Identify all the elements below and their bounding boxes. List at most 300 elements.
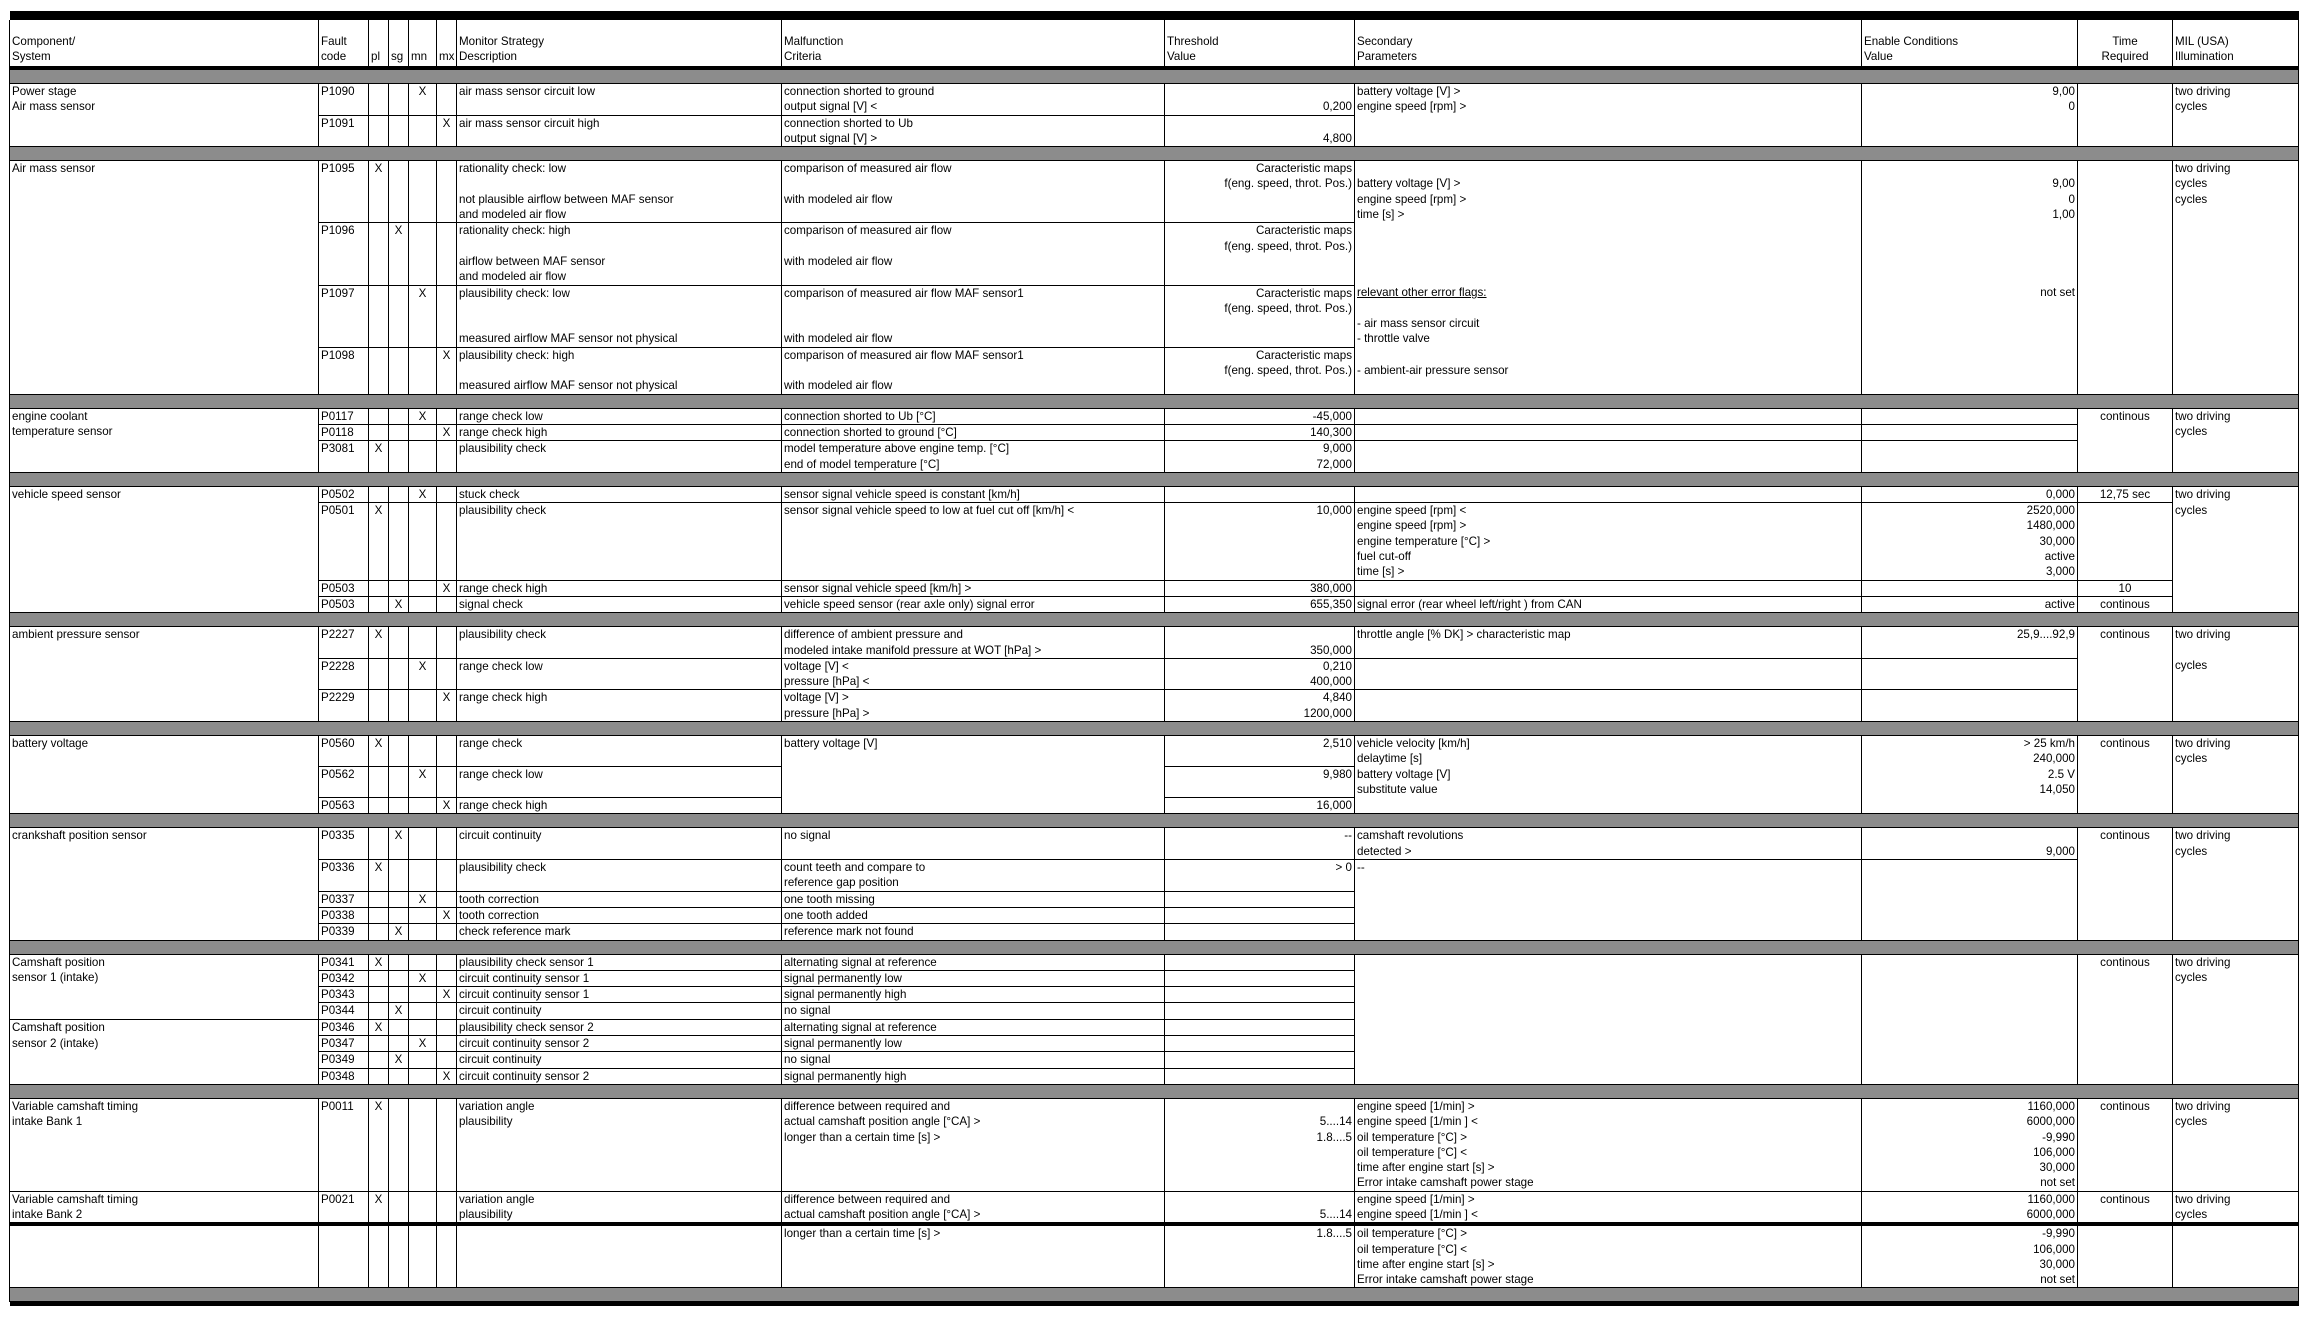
cell-enable-value xyxy=(1862,970,2078,986)
cell-flag-mn xyxy=(409,549,437,564)
cell-flag-sg xyxy=(389,1257,409,1272)
cell-flag-mn xyxy=(409,643,437,659)
cell-malfunction: one tooth missing xyxy=(782,891,1165,907)
cell-flag-mn xyxy=(409,301,437,316)
cell-time-required xyxy=(2078,1207,2173,1224)
cell-strategy: tooth correction xyxy=(457,891,782,907)
cell-fault-code xyxy=(319,643,369,659)
cell-secondary-param xyxy=(1355,1019,1862,1035)
cell-malfunction: signal permanently low xyxy=(782,1036,1165,1052)
obd-monitor-table xyxy=(9,11,2298,1306)
cell-mil xyxy=(2173,518,2299,533)
cell-threshold: 400,000 xyxy=(1165,674,1355,690)
bottom-border-bar xyxy=(10,1302,2299,1307)
cell-malfunction: vehicle speed sensor (rear axle only) signal error xyxy=(782,596,1165,612)
cell-time-required xyxy=(2078,690,2173,706)
cell-strategy: variation angle xyxy=(457,1191,782,1207)
cell-flag-mx: X xyxy=(437,115,457,131)
table-row xyxy=(10,269,2299,285)
cell-strategy xyxy=(457,99,782,115)
cell-enable-value: 0,000 xyxy=(1862,486,2078,502)
cell-strategy: plausibility check xyxy=(457,860,782,876)
cell-component: intake Bank 2 xyxy=(10,1207,319,1224)
cell-malfunction: longer than a certain time [s] > xyxy=(782,1224,1165,1241)
cell-strategy xyxy=(457,875,782,891)
cell-secondary-param: Error intake camshaft power stage xyxy=(1355,1175,1862,1191)
cell-flag-mx xyxy=(437,285,457,301)
cell-threshold xyxy=(1165,331,1355,347)
cell-enable-value xyxy=(1862,115,2078,131)
cell-fault-code: P0342 xyxy=(319,970,369,986)
table-row xyxy=(10,457,2299,473)
header-sg: sg xyxy=(389,20,409,68)
cell-malfunction: alternating signal at reference xyxy=(782,1019,1165,1035)
cell-flag-pl xyxy=(369,408,389,424)
cell-enable-value: 30,000 xyxy=(1862,534,2078,549)
cell-enable-value xyxy=(1862,239,2078,254)
cell-mil xyxy=(2173,347,2299,363)
cell-flag-mx xyxy=(437,239,457,254)
cell-mil xyxy=(2173,1175,2299,1191)
cell-fault-code: P0341 xyxy=(319,954,369,970)
cell-flag-pl xyxy=(369,269,389,285)
cell-flag-mx xyxy=(437,970,457,986)
table-row xyxy=(10,875,2299,891)
cell-secondary-param: engine speed [rpm] < xyxy=(1355,503,1862,519)
cell-flag-mx xyxy=(437,891,457,907)
cell-component: crankshaft position sensor xyxy=(10,828,319,844)
cell-malfunction: connection shorted to Ub xyxy=(782,115,1165,131)
cell-time-required xyxy=(2078,115,2173,131)
cell-mil xyxy=(2173,254,2299,269)
cell-threshold xyxy=(1165,875,1355,891)
cell-time-required xyxy=(2078,1242,2173,1257)
cell-malfunction xyxy=(782,534,1165,549)
cell-flag-pl xyxy=(369,1160,389,1175)
cell-threshold xyxy=(1165,1191,1355,1207)
section-separator xyxy=(10,940,2299,954)
cell-flag-mx xyxy=(437,1114,457,1129)
cell-flag-mn xyxy=(409,1175,437,1191)
cell-flag-sg xyxy=(389,1207,409,1224)
cell-time-required xyxy=(2078,782,2173,797)
cell-flag-sg xyxy=(389,1242,409,1257)
cell-fault-code: P0349 xyxy=(319,1052,369,1068)
header-mn: mn xyxy=(409,20,437,68)
header-time: Time Required xyxy=(2078,20,2173,68)
cell-flag-mn xyxy=(409,674,437,690)
cell-component: Variable camshaft timing xyxy=(10,1098,319,1114)
cell-enable-value: not set xyxy=(1862,1272,2078,1288)
cell-flag-mx xyxy=(437,1098,457,1114)
cell-time-required: continous xyxy=(2078,1191,2173,1207)
cell-flag-sg xyxy=(389,1160,409,1175)
cell-flag-mn xyxy=(409,131,437,146)
cell-flag-pl: X xyxy=(369,1098,389,1114)
table-row xyxy=(10,987,2299,1003)
cell-secondary-param: time after engine start [s] > xyxy=(1355,1160,1862,1175)
cell-flag-mn xyxy=(409,1145,437,1160)
cell-secondary-param xyxy=(1355,924,1862,940)
cell-strategy: measured airflow MAF sensor not physical xyxy=(457,331,782,347)
cell-flag-sg xyxy=(389,782,409,797)
cell-flag-mn xyxy=(409,378,437,394)
cell-flag-mn xyxy=(409,1257,437,1272)
cell-component xyxy=(10,316,319,331)
cell-secondary-param xyxy=(1355,223,1862,239)
cell-mil xyxy=(2173,1052,2299,1068)
cell-mil xyxy=(2173,798,2299,814)
cell-flag-mn xyxy=(409,331,437,347)
cell-component: Air mass sensor xyxy=(10,99,319,115)
cell-threshold xyxy=(1165,378,1355,394)
cell-fault-code: P1096 xyxy=(319,223,369,239)
cell-flag-mn xyxy=(409,782,437,797)
cell-flag-mx xyxy=(437,1175,457,1191)
cell-secondary-param: - throttle valve xyxy=(1355,331,1862,347)
cell-malfunction: voltage [V] < xyxy=(782,658,1165,674)
cell-enable-value: 1480,000 xyxy=(1862,518,2078,533)
cell-threshold xyxy=(1165,269,1355,285)
cell-malfunction xyxy=(782,316,1165,331)
cell-mil xyxy=(2173,285,2299,301)
cell-component xyxy=(10,1224,319,1241)
cell-flag-mx xyxy=(437,828,457,844)
cell-flag-mx xyxy=(437,1224,457,1241)
cell-flag-sg: X xyxy=(389,924,409,940)
cell-secondary-param xyxy=(1355,441,1862,457)
cell-time-required xyxy=(2078,285,2173,301)
cell-flag-pl xyxy=(369,424,389,440)
cell-secondary-param xyxy=(1355,161,1862,177)
cell-flag-mx xyxy=(437,99,457,115)
cell-mil xyxy=(2173,223,2299,239)
cell-enable-value xyxy=(1862,424,2078,440)
cell-flag-mn xyxy=(409,269,437,285)
cell-flag-mx xyxy=(437,84,457,100)
cell-flag-sg xyxy=(389,99,409,115)
cell-secondary-param: - air mass sensor circuit xyxy=(1355,316,1862,331)
cell-component: sensor 2 (intake) xyxy=(10,1036,319,1052)
cell-flag-mn xyxy=(409,223,437,239)
cell-flag-pl xyxy=(369,658,389,674)
cell-secondary-param: engine speed [1/min ] < xyxy=(1355,1114,1862,1129)
cell-strategy xyxy=(457,674,782,690)
cell-threshold: 140,300 xyxy=(1165,424,1355,440)
cell-strategy xyxy=(457,131,782,146)
cell-mil: cycles xyxy=(2173,424,2299,440)
table-row xyxy=(10,408,2299,424)
cell-enable-value: not set xyxy=(1862,285,2078,301)
cell-malfunction xyxy=(782,1272,1165,1288)
cell-strategy xyxy=(457,1145,782,1160)
cell-flag-pl xyxy=(369,192,389,207)
cell-time-required: continous xyxy=(2078,627,2173,643)
cell-component xyxy=(10,115,319,131)
table-row xyxy=(10,254,2299,269)
cell-strategy: airflow between MAF sensor xyxy=(457,254,782,269)
cell-fault-code: P1091 xyxy=(319,115,369,131)
cell-flag-pl xyxy=(369,176,389,191)
cell-mil xyxy=(2173,580,2299,596)
cell-flag-pl xyxy=(369,131,389,146)
cell-secondary-param: oil temperature [°C] < xyxy=(1355,1145,1862,1160)
table-row xyxy=(10,1130,2299,1145)
cell-time-required: 12,75 sec xyxy=(2078,486,2173,502)
cell-fault-code: P0502 xyxy=(319,486,369,502)
cell-component xyxy=(10,1003,319,1019)
cell-threshold: 9,980 xyxy=(1165,767,1355,783)
cell-component: temperature sensor xyxy=(10,424,319,440)
cell-enable-value xyxy=(1862,798,2078,814)
table-row xyxy=(10,1114,2299,1129)
cell-flag-mx xyxy=(437,860,457,876)
cell-enable-value: 3,000 xyxy=(1862,564,2078,580)
cell-enable-value: > 25 km/h xyxy=(1862,735,2078,751)
cell-time-required xyxy=(2078,239,2173,254)
cell-secondary-param: engine speed [1/min] > xyxy=(1355,1098,1862,1114)
cell-flag-mn xyxy=(409,1191,437,1207)
cell-time-required xyxy=(2078,751,2173,766)
cell-threshold: f(eng. speed, throt. Pos.) xyxy=(1165,239,1355,254)
table-row xyxy=(10,131,2299,146)
cell-flag-mn xyxy=(409,115,437,131)
cell-flag-mx xyxy=(437,363,457,378)
cell-strategy: air mass sensor circuit high xyxy=(457,115,782,131)
cell-enable-value xyxy=(1862,316,2078,331)
table-row xyxy=(10,596,2299,612)
cell-enable-value: 106,000 xyxy=(1862,1242,2078,1257)
cell-time-required: 10 xyxy=(2078,580,2173,596)
cell-strategy: plausibility check xyxy=(457,441,782,457)
cell-flag-mn xyxy=(409,1224,437,1241)
cell-flag-mx: X xyxy=(437,690,457,706)
cell-strategy xyxy=(457,643,782,659)
cell-fault-code: P0562 xyxy=(319,767,369,783)
table-row xyxy=(10,99,2299,115)
cell-malfunction xyxy=(782,549,1165,564)
table-row xyxy=(10,735,2299,751)
cell-malfunction: with modeled air flow xyxy=(782,331,1165,347)
cell-flag-mx xyxy=(437,176,457,191)
cell-flag-pl xyxy=(369,891,389,907)
cell-threshold xyxy=(1165,1160,1355,1175)
cell-component xyxy=(10,457,319,473)
cell-time-required xyxy=(2078,1036,2173,1052)
cell-component xyxy=(10,441,319,457)
cell-enable-value xyxy=(1862,924,2078,940)
cell-malfunction: with modeled air flow xyxy=(782,192,1165,207)
cell-fault-code xyxy=(319,301,369,316)
cell-threshold xyxy=(1165,907,1355,923)
cell-flag-pl xyxy=(369,1003,389,1019)
cell-enable-value xyxy=(1862,860,2078,876)
cell-flag-sg xyxy=(389,658,409,674)
cell-fault-code: P0503 xyxy=(319,580,369,596)
cell-component xyxy=(10,1145,319,1160)
cell-strategy xyxy=(457,706,782,722)
cell-flag-mn xyxy=(409,192,437,207)
table-row xyxy=(10,798,2299,814)
cell-malfunction: model temperature above engine temp. [°C] xyxy=(782,441,1165,457)
section-separator xyxy=(10,721,2299,735)
cell-flag-mn xyxy=(409,1130,437,1145)
cell-strategy xyxy=(457,363,782,378)
cell-time-required xyxy=(2078,331,2173,347)
table-row xyxy=(10,1098,2299,1114)
cell-flag-pl xyxy=(369,767,389,783)
cell-time-required xyxy=(2078,518,2173,533)
cell-mil: two driving xyxy=(2173,84,2299,100)
cell-flag-pl xyxy=(369,1145,389,1160)
cell-secondary-param: engine speed [rpm] > xyxy=(1355,99,1862,115)
cell-time-required xyxy=(2078,875,2173,891)
cell-enable-value xyxy=(1862,331,2078,347)
cell-flag-mn xyxy=(409,254,437,269)
cell-malfunction: battery voltage [V] xyxy=(782,735,1165,751)
cell-flag-mx xyxy=(437,1160,457,1175)
cell-fault-code: P0344 xyxy=(319,1003,369,1019)
cell-fault-code xyxy=(319,331,369,347)
cell-component xyxy=(10,285,319,301)
cell-strategy xyxy=(457,1175,782,1191)
cell-time-required: continous xyxy=(2078,954,2173,970)
cell-malfunction: actual camshaft position angle [°CA] > xyxy=(782,1207,1165,1224)
cell-strategy: plausibility xyxy=(457,1207,782,1224)
cell-flag-mx xyxy=(437,596,457,612)
cell-time-required xyxy=(2078,1272,2173,1288)
cell-component: Camshaft position xyxy=(10,954,319,970)
cell-strategy: circuit continuity sensor 2 xyxy=(457,1036,782,1052)
cell-time-required xyxy=(2078,1257,2173,1272)
cell-flag-pl xyxy=(369,115,389,131)
cell-fault-code xyxy=(319,518,369,533)
cell-flag-mn: X xyxy=(409,970,437,986)
cell-flag-mn xyxy=(409,798,437,814)
cell-strategy xyxy=(457,1224,782,1241)
section-separator xyxy=(10,814,2299,828)
cell-enable-value: 9,00 xyxy=(1862,84,2078,100)
cell-component xyxy=(10,192,319,207)
cell-component xyxy=(10,254,319,269)
cell-flag-mn xyxy=(409,1019,437,1035)
cell-flag-sg: X xyxy=(389,1052,409,1068)
cell-mil xyxy=(2173,987,2299,1003)
cell-flag-sg xyxy=(389,176,409,191)
cell-time-required xyxy=(2078,549,2173,564)
cell-flag-mx xyxy=(437,1003,457,1019)
cell-time-required xyxy=(2078,192,2173,207)
table-row xyxy=(10,627,2299,643)
cell-malfunction xyxy=(782,301,1165,316)
cell-time-required xyxy=(2078,131,2173,146)
cell-time-required xyxy=(2078,767,2173,783)
cell-strategy xyxy=(457,751,782,766)
cell-strategy: range check low xyxy=(457,658,782,674)
cell-secondary-param: oil temperature [°C] > xyxy=(1355,1130,1862,1145)
table-row xyxy=(10,970,2299,986)
cell-component xyxy=(10,1130,319,1145)
cell-malfunction: connection shorted to ground [°C] xyxy=(782,424,1165,440)
cell-threshold xyxy=(1165,1175,1355,1191)
separator-bar xyxy=(10,68,2299,84)
cell-flag-sg xyxy=(389,735,409,751)
cell-time-required xyxy=(2078,269,2173,285)
cell-strategy: and modeled air flow xyxy=(457,207,782,223)
cell-fault-code: P0336 xyxy=(319,860,369,876)
cell-time-required xyxy=(2078,503,2173,519)
cell-threshold xyxy=(1165,1052,1355,1068)
cell-malfunction: sensor signal vehicle speed [km/h] > xyxy=(782,580,1165,596)
cell-component xyxy=(10,674,319,690)
cell-component xyxy=(10,223,319,239)
cell-time-required xyxy=(2078,347,2173,363)
cell-component xyxy=(10,1175,319,1191)
cell-mil: cycles xyxy=(2173,970,2299,986)
table-bottom-border xyxy=(10,1302,2299,1307)
cell-flag-mx xyxy=(437,441,457,457)
cell-flag-sg xyxy=(389,1098,409,1114)
cell-fault-code xyxy=(319,564,369,580)
cell-malfunction: longer than a certain time [s] > xyxy=(782,1130,1165,1145)
cell-component xyxy=(10,239,319,254)
cell-flag-mn: X xyxy=(409,84,437,100)
cell-strategy xyxy=(457,844,782,860)
cell-flag-pl xyxy=(369,580,389,596)
cell-secondary-param: battery voltage [V] > xyxy=(1355,176,1862,191)
cell-threshold xyxy=(1165,316,1355,331)
cell-time-required xyxy=(2078,1160,2173,1175)
cell-fault-code: P0563 xyxy=(319,798,369,814)
cell-malfunction xyxy=(782,239,1165,254)
cell-flag-sg xyxy=(389,1130,409,1145)
cell-flag-mx xyxy=(437,192,457,207)
cell-strategy: plausibility check xyxy=(457,503,782,519)
cell-secondary-param xyxy=(1355,970,1862,986)
cell-enable-value xyxy=(1862,690,2078,706)
cell-component xyxy=(10,580,319,596)
cell-time-required xyxy=(2078,1068,2173,1084)
cell-strategy xyxy=(457,239,782,254)
cell-threshold xyxy=(1165,954,1355,970)
cell-mil xyxy=(2173,301,2299,316)
cell-enable-value xyxy=(1862,1003,2078,1019)
cell-mil xyxy=(2173,891,2299,907)
table-row xyxy=(10,674,2299,690)
table-row xyxy=(10,658,2299,674)
cell-enable-value xyxy=(1862,131,2078,146)
cell-flag-sg xyxy=(389,798,409,814)
cell-flag-mx xyxy=(437,457,457,473)
cell-threshold xyxy=(1165,1242,1355,1257)
cell-strategy: circuit continuity sensor 1 xyxy=(457,970,782,986)
cell-malfunction: comparison of measured air flow xyxy=(782,161,1165,177)
cell-flag-sg: X xyxy=(389,1003,409,1019)
cell-enable-value xyxy=(1862,363,2078,378)
cell-flag-pl xyxy=(369,316,389,331)
cell-component xyxy=(10,987,319,1003)
cell-mil: two driving xyxy=(2173,486,2299,502)
cell-time-required xyxy=(2078,363,2173,378)
cell-fault-code: P0503 xyxy=(319,596,369,612)
cell-flag-pl xyxy=(369,457,389,473)
cell-malfunction: output signal [V] > xyxy=(782,131,1165,146)
cell-threshold: 1200,000 xyxy=(1165,706,1355,722)
cell-enable-value xyxy=(1862,1052,2078,1068)
cell-strategy: circuit continuity sensor 2 xyxy=(457,1068,782,1084)
cell-flag-pl xyxy=(369,844,389,860)
table-row xyxy=(10,1160,2299,1175)
